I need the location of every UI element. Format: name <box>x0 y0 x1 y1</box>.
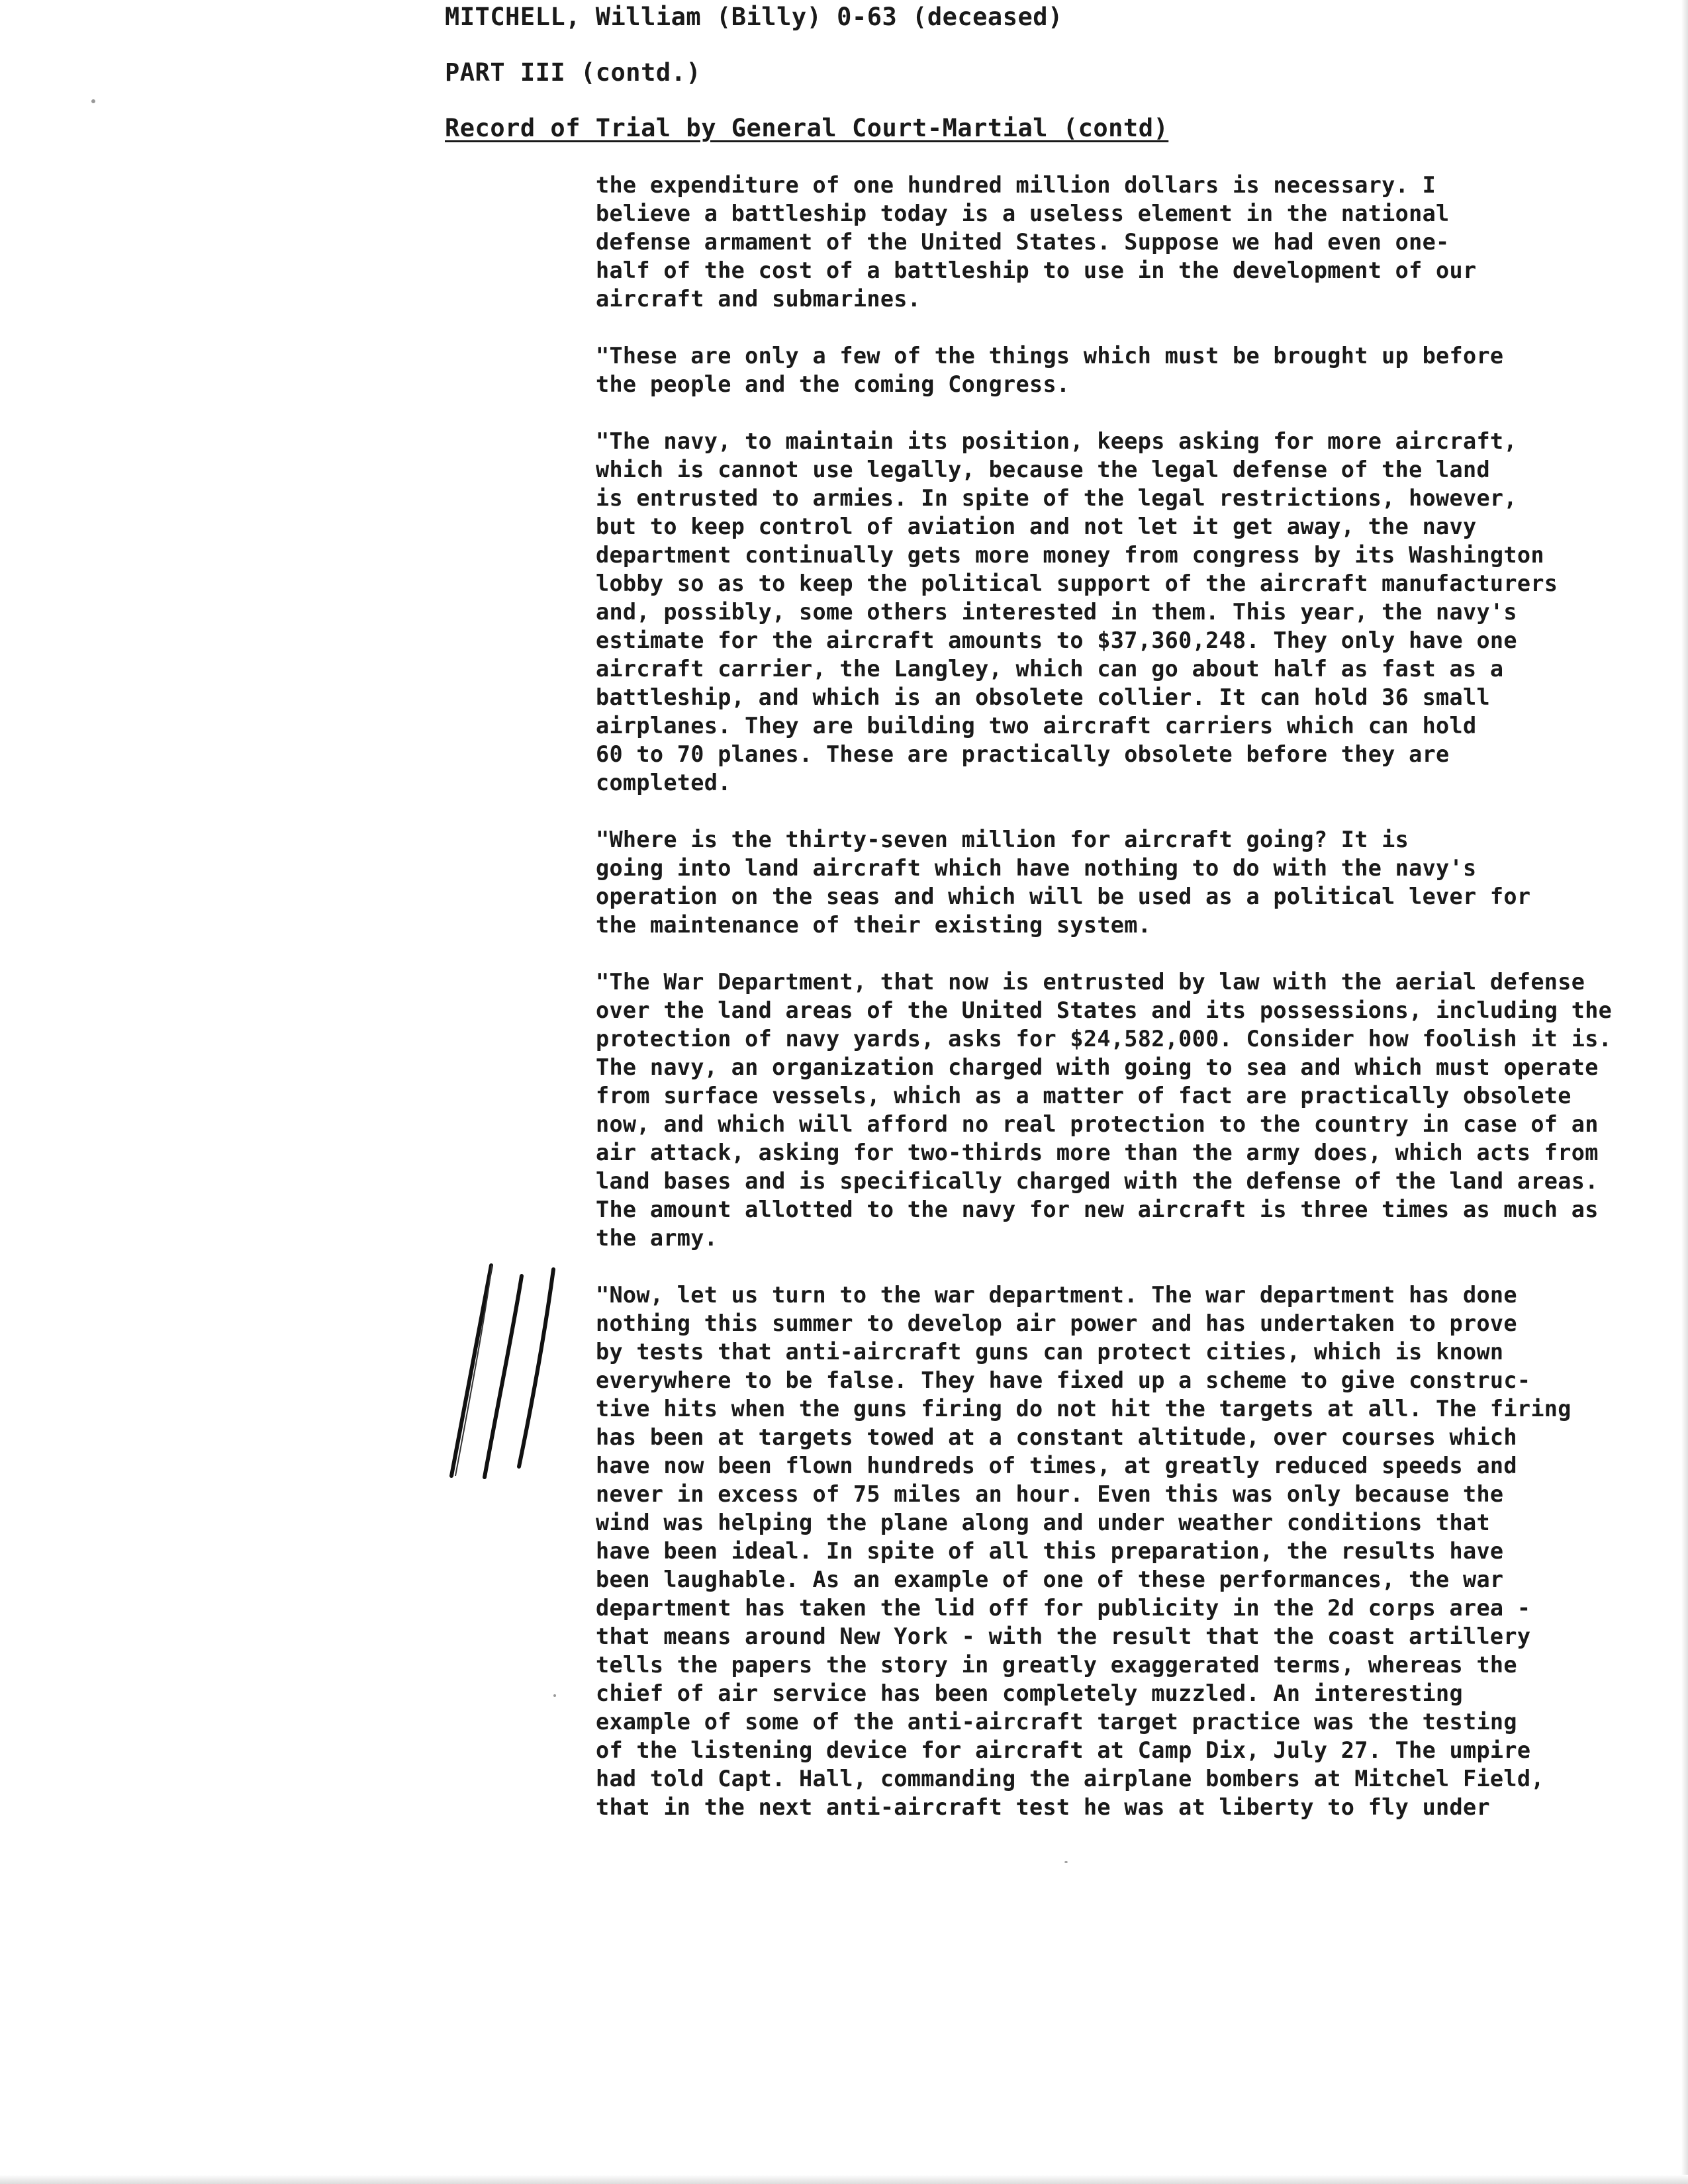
paragraph-anti-aircraft-tests: "Now, let us turn to the war department. The war department has done nothing this summer to develop air power and has undertaken to prove by tests that anti-aircraft guns can protect cities, which is known everywhere to be false. They have fixed up a scheme to give construc- tive hits when the guns firing do not hit the targets at all. The firing has been at targets towed at a constant altitude, over courses which have now been flown hundreds of times, at greatly reduced speeds and never in excess of 75 miles an hour. Even this was only because the wind was helping the plane along and under weather conditions that have been ideal. In spite of all this preparation, the results have been laughable. As an example of one of these performances, the war department has taken the lid off for publicity in the 2d corps area - that means around New York - with the result that the coast artillery tells the papers the story in greatly exaggerated terms, whereas the chief of air service has been completely muzzled. An interesting example of some of the anti-aircraft target practice was the testing of the listening device for aircraft at Camp Dix, July 27. The umpire had told Capt. Hall, commanding the airplane bombers at Mitchel Field, that in the next anti-aircraft test he was at liberty to fly under <box>596 1282 1571 1820</box>
header-part-line: PART III (contd.) <box>445 58 702 87</box>
paper-speck <box>553 1694 556 1697</box>
paragraph-war-department-budget: "The War Department, that now is entrusted by law with the aerial defense over the land areas of the United States and its possessions, including the protection of navy yards, asks for $24,582,000. Consider how foolish it is. The navy, an organization charged with going to sea and which must operate from surface vessels, which as a matter of fact are practically obsolete now, and which will afford no real protection to the country in case of an air attack, asking for two-thirds more than the army does, which acts from land bases and is specifically charged with the defense of the land areas. The amount allotted to the navy for new aircraft is three times as much as the army. <box>596 969 1613 1251</box>
handwritten-margin-mark <box>437 1257 576 1482</box>
header-record-title: Record of Trial by General Court-Martial (contd) <box>445 114 1169 142</box>
document-body <box>596 171 1675 1850</box>
paragraph-thirty-seven-million: "Where is the thirty-seven million for aircraft going? It is going into land aircraft which have nothing to do with the navy's operation on the seas and which will be used as a political lever for the maintenance of their existing system. <box>596 827 1531 938</box>
paragraph-battleship: the expenditure of one hundred million dollars is necessary. I believe a battleship today is a useless element in the national defense armament of the United States. Suppose we had even one- half of the cost of a battleship to use in the development of our aircraft and submarines. <box>596 172 1477 312</box>
paper-speck <box>1064 1861 1068 1863</box>
paper-speck <box>91 99 95 103</box>
header-name-line: MITCHELL, William (Billy) 0-63 (deceased) <box>445 3 1063 31</box>
paragraph-navy-aircraft: "The navy, to maintain its position, keeps asking for more aircraft, which is cannot use legally, because the legal defense of the land is entrusted to armies. In spite of the legal restrictions, however, but to keep control of aviation and not let it get away, the navy department continually gets more money from congress by its Washington lobby so as to keep the political support of the aircraft manufacturers and, possibly, some others interested in them. This year, the navy's estimate for the aircraft amounts to $37,360,248. They only have one aircraft carrier, the Langley, which can go about half as fast as a battleship, and which is an obsolete collier. It can hold 36 small airplanes. They are building two aircraft carriers which can hold 60 to 70 planes. These are practically obsolete before they are completed. <box>596 428 1558 796</box>
paragraph-congress: "These are only a few of the things which must be brought up before the people and the coming Congress. <box>596 343 1504 397</box>
scan-bottom-edge <box>0 2175 1688 2184</box>
scan-right-edge <box>1681 0 1688 2184</box>
